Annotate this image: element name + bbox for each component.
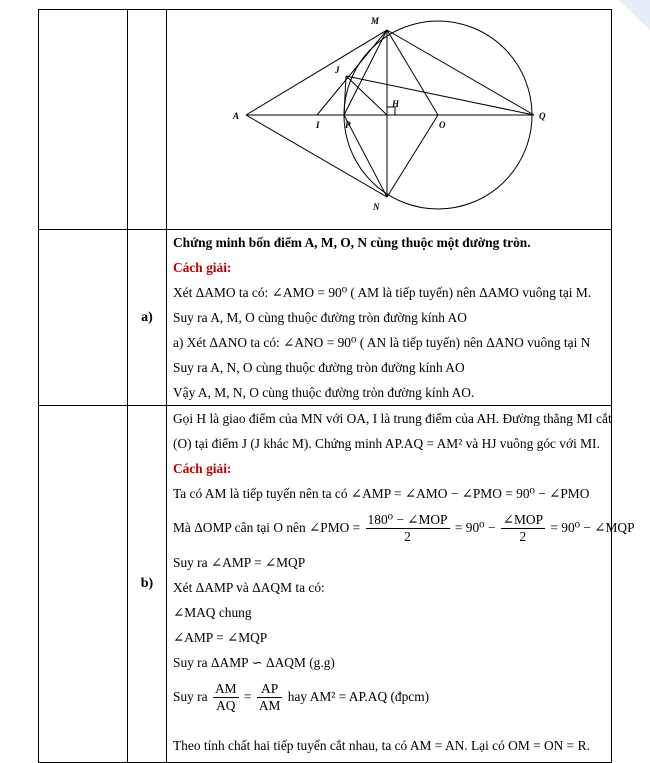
label-a: A (233, 111, 240, 121)
label-m: M (371, 16, 380, 26)
line-8-eq: = (243, 689, 252, 704)
label-n: N (373, 202, 380, 212)
part-b-line-1: Ta có AM là tiếp tuyến nên ta có ∠AMP = ∠AMO − ∠PMO = 90⁰ − ∠PMO (173, 486, 590, 501)
fraction-1-num: 180⁰ − ∠MOP (367, 512, 448, 528)
line-2-pre: Mà ΔOMP cân tại O nên ∠PMO = (173, 520, 361, 535)
label-h: H (392, 99, 400, 109)
segment-no (387, 115, 438, 197)
part-a-line-3: a) Xét ΔANO ta có: ∠ANO = 90⁰ ( AN là tiếp tuyến) nên ΔANO vuông tại N (173, 335, 591, 350)
figure-row (39, 10, 612, 230)
fraction-4 (257, 681, 283, 714)
line-8-pre: Suy ra (173, 689, 208, 704)
segment-mq (387, 30, 534, 115)
part-a-content (167, 230, 612, 406)
part-a-title: Chứng minh bốn điểm A, M, O, N cùng thuộc một đường tròn. (173, 235, 531, 250)
solution-table (38, 9, 635, 763)
part-b-line-9: Theo tính chất hai tiếp tuyến cắt nhau, ta có AM = AN. Lại có OM = ON = R. (173, 738, 590, 753)
part-a-line-5: Vậy A, M, N, O cùng thuộc đường tròn đường kính AO. (173, 385, 475, 400)
fraction-3-num: AM (214, 681, 237, 697)
line-2-post: = 90⁰ − ∠MQP (550, 520, 635, 535)
part-b-line-6: ∠AMP = ∠MQP (173, 630, 268, 645)
corner-watermark (610, 0, 650, 40)
geometry-figure (173, 10, 613, 224)
part-b-line-7: Suy ra ΔAMP ∽ ΔAQM (g.g) (173, 655, 335, 670)
part-b-line-2 (173, 506, 635, 550)
part-b-row (39, 406, 612, 763)
line-2-mid: = 90⁰ − (454, 520, 496, 535)
fraction-1-den: 2 (404, 529, 411, 545)
part-b-line-3: Suy ra ∠AMP = ∠MQP (173, 555, 306, 570)
label-p: P (345, 120, 351, 130)
part-b-method: Cách giải: (173, 461, 232, 476)
segment-mi (317, 30, 387, 115)
label-q: Q (539, 111, 546, 121)
part-b-label: b) (128, 406, 167, 763)
fraction-1 (366, 512, 450, 545)
part-a-label: a) (128, 230, 167, 406)
part-a-line-2: Suy ra A, M, O cùng thuộc đường tròn đường kính AO (173, 310, 467, 325)
figure-cell (167, 10, 612, 230)
part-b-problem-2: (O) tại điểm J (J khác M). Chứng minh AP.AQ = AM² và HJ vuông góc với MI. (173, 436, 600, 451)
fraction-2 (501, 512, 545, 545)
segment-jq (346, 76, 534, 115)
part-b-line-5: ∠MAQ chung (173, 605, 252, 620)
part-b-problem-1: Gọi H là giao điểm của MN với OA, I là trung điểm của AH. Đường thẳng MI cắt (173, 411, 612, 426)
fraction-3-den: AQ (216, 698, 236, 714)
part-b-line-8 (173, 675, 605, 719)
fraction-4-den: AM (258, 698, 281, 714)
segment-jh (346, 76, 387, 115)
part-a-row (39, 230, 612, 406)
part-a-line-1: Xét ΔAMO ta có: ∠AMO = 90⁰ ( AM là tiếp tuyến) nên ΔAMO vuông tại M. (173, 285, 592, 300)
fraction-2-num: ∠MOP (502, 512, 544, 528)
part-b-line-4: Xét ΔAMP và ΔAQM ta có: (173, 580, 325, 595)
fraction-2-den: 2 (519, 529, 527, 545)
label-i: I (316, 120, 320, 130)
fraction-3 (213, 681, 239, 714)
label-o: O (439, 120, 446, 130)
part-b-content (167, 406, 635, 763)
label-j: J (335, 65, 340, 75)
part-a-method: Cách giải: (173, 260, 232, 275)
line-8-post: hay AM² = AP.AQ (đpcm) (287, 689, 430, 704)
fraction-4-num: AP (257, 681, 283, 698)
part-a-line-4: Suy ra A, N, O cùng thuộc đường tròn đường kính AO (173, 360, 465, 375)
